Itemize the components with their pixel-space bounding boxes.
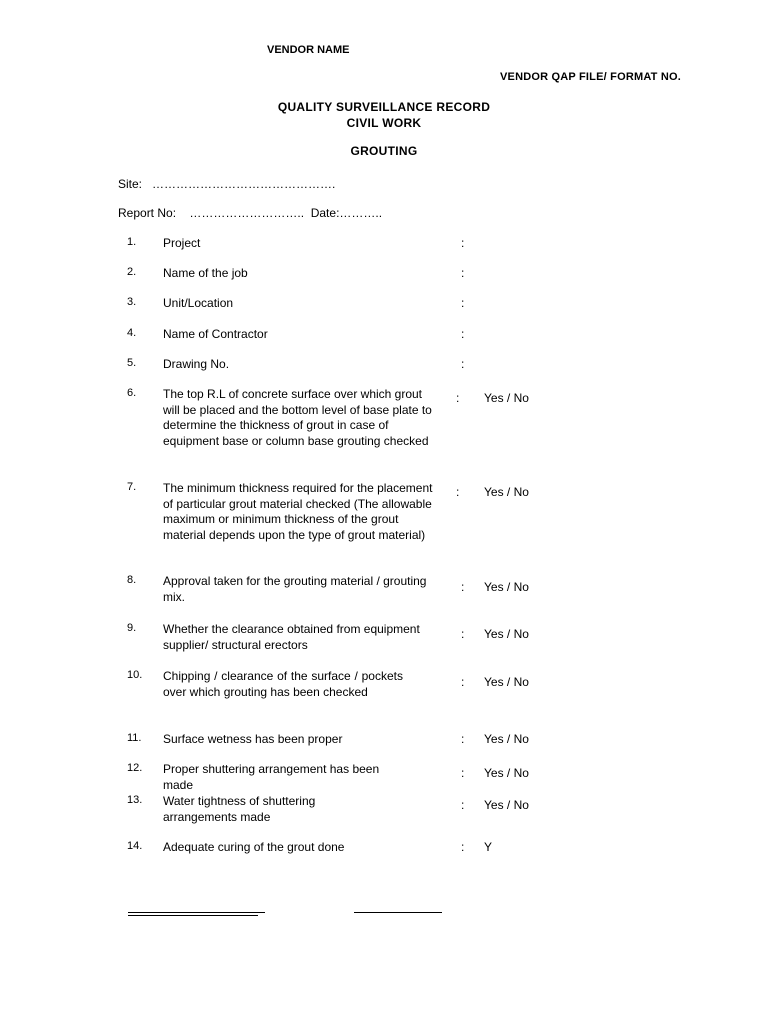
item-text: Proper shuttering arrangement has been made bbox=[163, 762, 380, 792]
record-subtitle: CIVIL WORK bbox=[346, 116, 422, 130]
signature-line-left bbox=[128, 912, 265, 913]
item-colon: : bbox=[456, 391, 460, 405]
vendor-name: VENDOR NAME bbox=[267, 44, 350, 56]
report-no-label: Report No: bbox=[118, 206, 177, 220]
item-colon: : bbox=[461, 627, 465, 641]
report-no-value: ……………………….. bbox=[189, 206, 305, 220]
item-number: 9. bbox=[127, 622, 137, 634]
item-colon: : bbox=[461, 580, 465, 594]
item-colon: : bbox=[461, 840, 465, 854]
item-text: The minimum thickness required for the placement of particular grout material checked (The allowable maximum or minimum thickness of the grout material depends upon the type of grout material) bbox=[163, 481, 433, 542]
item-colon: : bbox=[461, 732, 465, 746]
item-answer: Yes / No bbox=[484, 675, 529, 689]
item-text: Approval taken for the grouting material / grouting mix. bbox=[163, 574, 427, 604]
qap-file-format-no: VENDOR QAP FILE/ FORMAT NO. bbox=[500, 71, 681, 83]
item-colon: : bbox=[461, 766, 465, 780]
item-number: 7. bbox=[127, 481, 137, 493]
item-number: 12. bbox=[127, 762, 143, 774]
item-colon: : bbox=[456, 485, 460, 499]
item-number: 14. bbox=[127, 840, 143, 852]
item-colon: : bbox=[461, 357, 465, 371]
item-text: Project bbox=[163, 236, 201, 250]
item-number: 11. bbox=[127, 732, 142, 744]
item-answer: Yes / No bbox=[484, 485, 529, 499]
item-text: Whether the clearance obtained from equipment supplier/ structural erectors bbox=[163, 622, 420, 652]
item-text: Surface wetness has been proper bbox=[163, 732, 343, 746]
item-text: Unit/Location bbox=[163, 296, 234, 310]
item-colon: : bbox=[461, 327, 465, 341]
item-colon: : bbox=[461, 675, 465, 689]
report-field bbox=[118, 206, 382, 220]
item-number: 4. bbox=[127, 327, 137, 339]
item-colon: : bbox=[461, 296, 465, 310]
record-title: QUALITY SURVEILLANCE RECORD bbox=[277, 100, 491, 114]
item-colon: : bbox=[461, 798, 465, 812]
site-label: Site: bbox=[118, 177, 143, 191]
item-answer: Yes / No bbox=[484, 391, 529, 405]
signature-line-right bbox=[354, 912, 442, 913]
item-answer: Yes / No bbox=[484, 766, 529, 780]
item-text: Drawing No. bbox=[163, 357, 230, 371]
record-section-title: GROUTING bbox=[350, 144, 418, 158]
item-number: 8. bbox=[127, 574, 137, 586]
item-text: Name of the job bbox=[163, 266, 248, 280]
item-answer: Yes / No bbox=[484, 627, 529, 641]
item-text: Adequate curing of the grout done bbox=[163, 840, 345, 854]
date-value: ……….. bbox=[339, 206, 383, 220]
item-text: Name of Contractor bbox=[163, 327, 268, 341]
item-answer: Yes / No bbox=[484, 798, 529, 812]
site-value: ………………………………………. bbox=[152, 177, 336, 191]
signature-line-left-underline bbox=[128, 915, 258, 916]
item-answer: Yes / No bbox=[484, 580, 529, 594]
item-number: 3. bbox=[127, 296, 137, 308]
item-number: 10. bbox=[127, 669, 143, 681]
item-text: Chipping / clearance of the surface / pockets over which grouting has been checked bbox=[163, 669, 403, 699]
item-answer: Yes / No bbox=[484, 732, 529, 746]
item-number: 6. bbox=[127, 387, 137, 399]
item-colon: : bbox=[461, 236, 465, 250]
item-number: 1. bbox=[127, 236, 137, 248]
item-number: 13. bbox=[127, 794, 143, 806]
item-text: Water tightness of shuttering arrangements made bbox=[163, 794, 316, 824]
item-colon: : bbox=[461, 266, 465, 280]
site-field bbox=[118, 177, 335, 191]
date-label: Date: bbox=[310, 206, 340, 220]
item-text: The top R.L of concrete surface over which grout will be placed and the bottom level of base plate to determine the thickness of grout in case of equipment base or column base grouting checked bbox=[163, 387, 432, 448]
item-answer: Y bbox=[484, 840, 493, 854]
item-number: 5. bbox=[127, 357, 137, 369]
item-number: 2. bbox=[127, 266, 137, 278]
